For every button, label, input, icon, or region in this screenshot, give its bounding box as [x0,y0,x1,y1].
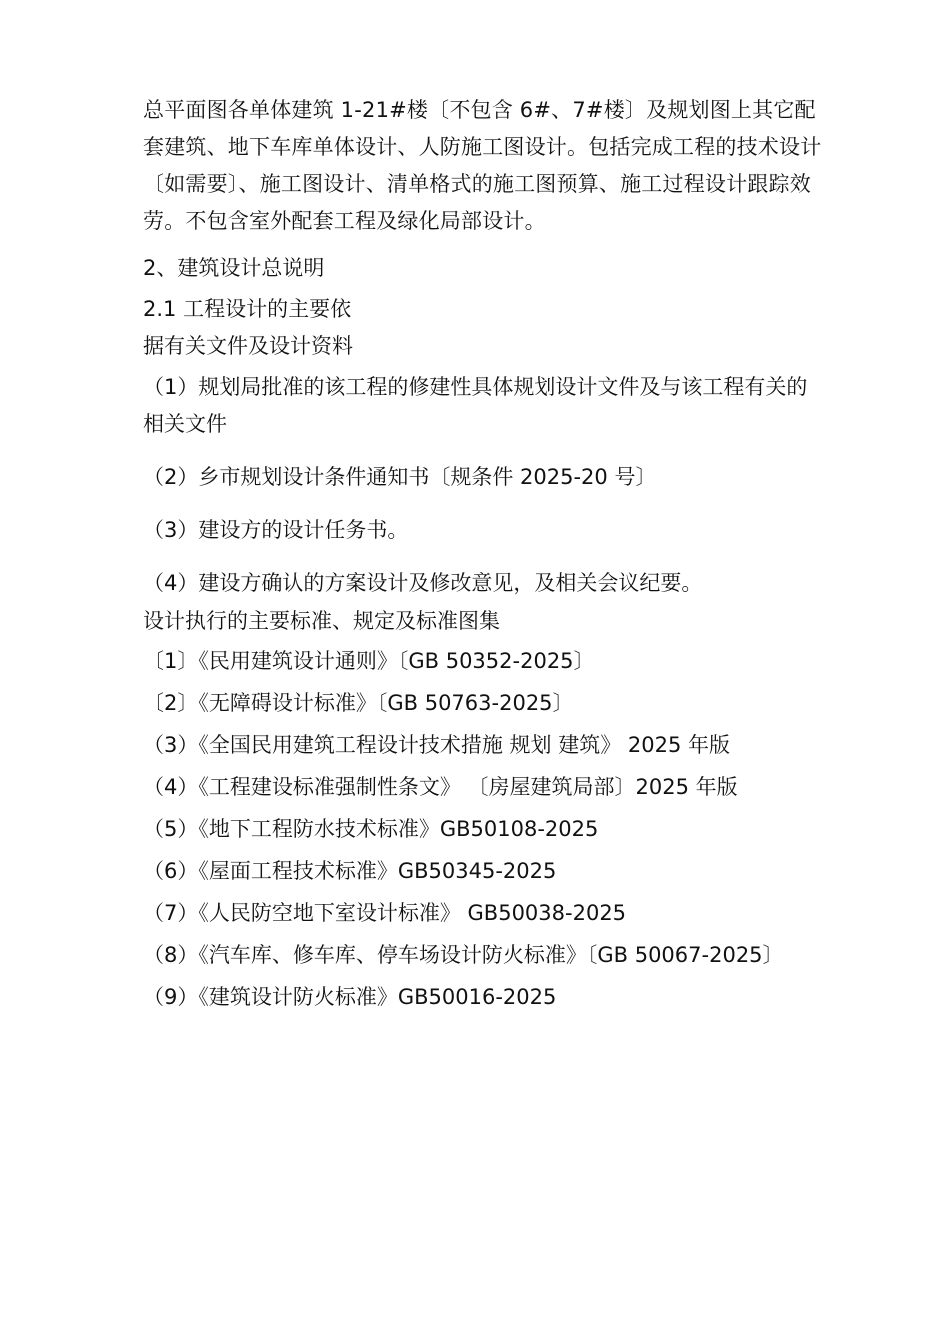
basis-item: （2）乡市规划设计条件通知书〔规条件 2025-20 号〕 [143,465,657,489]
standard-item: （6）《屋面工程技术标准》GB50345-2025 [143,859,557,883]
basis-item: （3）建设方的设计任务书。 [143,518,409,542]
standard-item: （8）《汽车库、修车库、停车场设计防火标准》〔GB 50067-2025〕 [143,943,784,967]
section-title: 2、建筑设计总说明 [143,256,325,280]
basis-item: （4）建设方确认的方案设计及修改意见，及相关会议纪要。 [143,571,703,595]
basis-item: （1）规划局批准的该工程的修建性具体规划设计文件及与该工程有关的相关文件 [143,375,808,436]
standard-item: 〔2〕《无障碍设计标准》〔GB 50763-2025〕 [143,691,574,715]
intro-paragraph: 总平面图各单体建筑 1-21#楼〔不包含 6#、7#楼〕及规划图上其它配套建筑、地下车库单体设计、人防施工图设计。包括完成工程的技术设计〔如需要〕、施工图设计、清单格式的施工图预算、施工过程设计跟踪效劳。不包含室外配套工程及绿化局部设计。 [143,98,822,233]
standards-title: 设计执行的主要标准、规定及标准图集 [143,609,500,633]
standard-item: 〔1〕《民用建筑设计通则》〔GB 50352-2025〕 [143,649,595,673]
standards-list [143,648,823,1010]
standard-item: （3）《全国民用建筑工程设计技术措施 规划 建筑》 2025 年版 [143,733,731,757]
subsection-continuation: 据有关文件及设计资料 [143,334,353,358]
standard-item: （9）《建筑设计防火标准》GB50016-2025 [143,985,557,1009]
document-page [143,92,823,1010]
standard-item: （7）《人民防空地下室设计标准》 GB50038-2025 [143,901,627,925]
subsection-title: 2.1 工程设计的主要依 [143,297,352,321]
basis-list [143,369,823,602]
standard-item: （4）《工程建设标准强制性条文》 〔房屋建筑局部〕2025 年版 [143,775,738,799]
standard-item: （5）《地下工程防水技术标准》GB50108-2025 [143,817,599,841]
